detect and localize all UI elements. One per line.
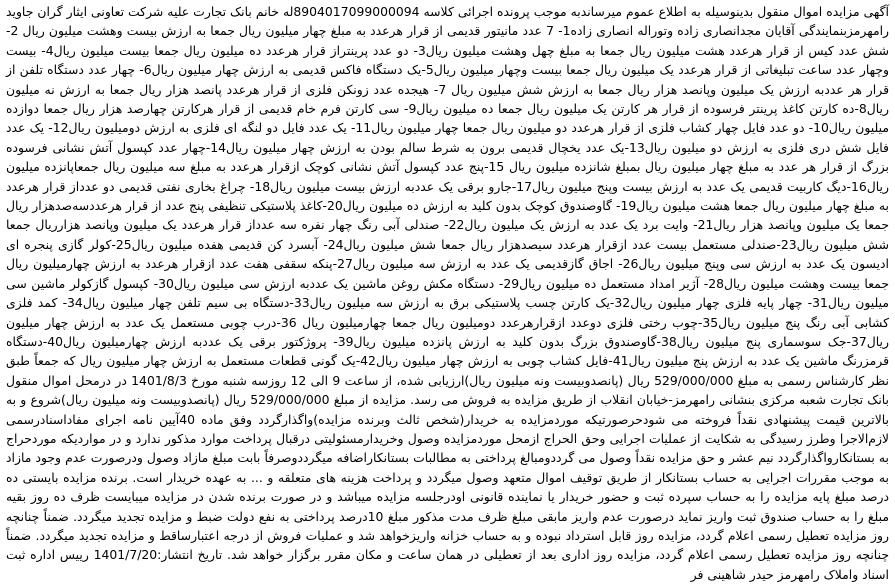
auction-notice-text: آگهی مزایده اموال منقول بدینوسیله به اطلاع عموم میرساندبه موجب پرونده اجرائی کلاسه 8904017099000094له خانم بانک تجارت علیه شرکت تعاونی ایثار گران جاوید رامهرمزبنمایندگی آقایان مجدانصاری زاده وتوراله انصاری زاده1- 7 عدد مانیتور قدیمی از قرار هرعدد به مبلغ چهار میلیون ریال جمعا به ارزش بیست وهشت میلیون ریال 2-شش عدد کیس از قرار هرعدد هشت میلیون ریال جمعا به مبلغ چهل وهشت میلیون ریال3- دو عدد پرینتراز قرار هرعدد ده میلیون ریال جمعا بیست میلیون ریال4- بیست وچهار عدد ساعت تبلیغاتی از قرار هرعدد یک میلیون ریال جمعا بیست وچهار میلیون ریال5-یک دستگاه فاکس قدیمی به ارزش چهار میلیون ریال6- چهار عدد دستگاه تلفن از قرار هر عددبه ارزش یک میلیون وپانصد هزار ریال جمعا به ارزش شش میلیون ریال 7- هیجده عدد زونکن فلزی از قرار هرعدد پانصد هزار ریال جمعا به ارزش نه میلیون ریال8-ده کارتن کاغذ پرینتر فرسوده از قرار هر کارتن یک میلیون ریال جمعا ده میلیون ریال9- سی کارتن فرم خام قدیمی از قرار هرکارتن چهارصد هزار ریال جمعا دوازده میلیون ریال10- دو عدد فایل چهار کشاب فلزی از قرار هرعدد دو میلیون ریال جمعا چهار میلیون ریال11- یک عدد فایل دو لنگه ای فلزی به ارزش دومیلیون ریال12- یک عدد فایل شش دری فلزی به ارزش دو میلیون ریال13-یک عدد یخچال قدیمی برون به شرط سالم بودن به ارزش چهار میلیون ریال14-چهار عدد کپسول آتش نشانی فرسوده بزرگ از قرار هر عدد به مبلغ چهار میلیون ریال بمبلغ شانزده میلیون ریال 15-پنج عدد کپسول آتش نشانی کوچک ازقرار هرعدد به مبلغ سه میلیون ریال جمعاپانزده میلیون ریال16-دیگ کاربیت قدیمی یک عدد به ارزش بیست وپنج میلیون ریال17-جارو برقی یک عددبه ارزش بیست میلیون ریال18- چراغ بخاری نفتی قدیمی دو عدداز قرار هرعدد به مبلغ چهار میلیون ریال جمعا هشت میلیون ریال19- گاوصندوق کوچک بدون کلید به ارزش ده میلیون ریال20-کاغذ پلاستیکی تنظیفی پنج عدد از قرار هرعددسه‌صدهزار ریال جمعا یک میلیون وپانصد هزار ریال21- وایت برد یک عدد به ارزش یک میلیون ریال22- صندلی آبی رنگ چهار نفره سه عدداز قرار هرعدد یک میلیون وپانصد هزارریال جمعا شش میلیون ریال23-صندلی مستعمل بیست عدد ازقرار هرعدد سیصدهزار ریال جمعا شش میلیون ریال24- آبسرد کن قدیمی هفده میلیون ریال25-کولر گازی پنجره ای ادیسون یک عدد به ارزش سی وپنج میلیون ریال26- اجاق گازقدیمی یک عدد به ارزش سه میلیون ریال27-پنکه سقفی هفت عدد ازقرار هرعدد به ارزش چهارمیلیون ریال جمعا بیست وهشت میلیون ریال28- آژیر امداد مستعمل ده میلیون ریال29- دستگاه مکش روغن ماشین یک عددبه ارزش سی میلیون ریال30- کپسول گازکولر ماشین سی میلیون ریال31- چهار پایه فلزی چهار میلیون ریال32-یک کارتن چسب پلاستیکی برق به ارزش سه میلیون ریال33-دستگاه بی سیم تلفن چهار میلیون ریال34- کمد فلزی کشابی آبی رنگ پنج میلیون ریال35-چوب رختی فلزی دوعدد ازقرارهرعدد دومیلیون ریال جمعا چهارمیلیون ریال 36-درب چوبی مستعمل یک عدد به ارزش چهار میلیون ریال37-جک سوسماری پنج میلیون ریال38-گاوصندوق بزرگ بدون کلید به ارزش پانزده میلیون ریال39- پروژکتور برقی یک عددبه ارزش چهارمیلیون ریال40-دستگاه قرمزرنگ ماشین یک عدد به ارزش پنج میلیون ریال41-فایل کشاب چوبی به ارزش چهار میلیون ریال42-یک گونی قطعات مستعمل به ارزش چهار میلیون ریال که جمعاً طبق نظر کارشناس رسمی به مبلغ 529/000/000 ریال (پانصدوبیست ونه میلیون ریال)ارزیابی شده، از ساعت 9 الی 12 روزسه شنبه مورخ 1401/8/3 در درمحل اموال منقول بانک تجارت شعبه مرکزی بنشانی رامهرمز-خیابان انقلاب از طریق مزایده به فروش می رسد. مزایده از مبلغ 529/000/000 ریال (پانصدوبیست ونه میلیون ریال)شروع و به بالاترین قیمت پیشنهادی نقداً فروخته می شودحرصورتیکه موردمزایده به خریدار(شخص ثالث وبرنده مزایده)واگذارگردد وفق ماده 40آیین نامه اجرای مفاداسنادرسمی لازم‌الاجرا وطرز رسیدگی به شکایت از عملیات اجرایی وحق الحراج ازمحل موردمزایده وصول وخریدارمسئولیتی درقبال پرداخت موارد مذکور ندارد و در مواردیکه موردحراج به بستانکارواگذارگردد نیم عشر و حق مزایده نقداً وصول می گرددومبالغ پرداختی به مطالبات بستانکاراضافه میگرددوصرفاً بابت مبلغ مازاد وصول ودرصورت عدم وجود مازاد به موجب مقررات اجرایی به حساب بستانکار از طریق توقیف اموال متعهد وصول میگردد و پرداخت هزینه های متعلقه و ... به عهده خریدار است. برنده مزایده بایستی ده درصد مبلغ پایه مزایده را به حساب سپرده ثبت و حضور خریدار یا نماینده قانونی اودرجلسه مزایده میباشد و در صورت برنده شدن در مزایده میبایست ظرف ده روز بقیه مبلغ را به حساب صندوق ثبت واریز نماید درصورت عدم واریز مابقی مبلغ ظرف مدت مذکور مبلغ 10درصد پرداختی به نفع دولت ضبط و مزایده تجدید میگردد. ضمناً چنانچه روز مزایده تعطیل رسمی اعلام گردد، مزایده روز قابل استرداد نبوده و به حساب خزانه واریزخواهد شد و عملیات فروش از درجه اعتبارساقط و مزایده تجدید میگردد. ضمناً چنانچه روز مزایده تعطیل رسمی اعلام گردد، مزایده روز اداری بعد از تعطیلی در همان ساعت و مکان مقرر برگزار خواهد شد. تاریخ انتشار:1401/7/20 رییس اداره ثبت اسناد واملاک رامهرمز حیدر شاهینی فر (6, 4, 890, 582)
